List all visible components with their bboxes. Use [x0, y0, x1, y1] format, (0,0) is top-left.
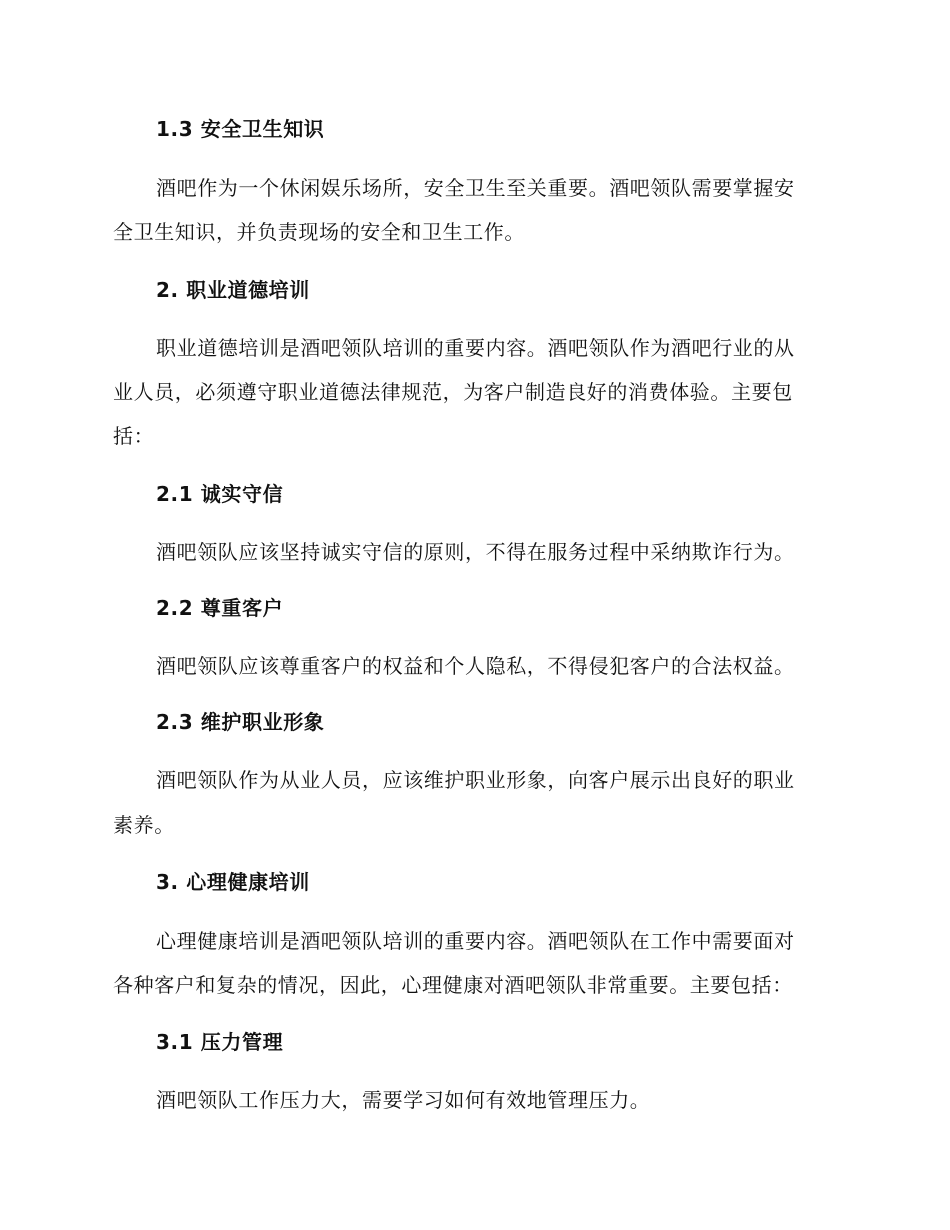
paragraph-line: 酒吧领队作为从业人员，应该维护职业形象，向客户展示出良好的职业 [156, 768, 795, 792]
section-heading: 3.1 压力管理 [156, 1030, 284, 1054]
paragraph-line: 全卫生知识，并负责现场的安全和卫生工作。 [113, 220, 525, 244]
section-heading: 1.3 安全卫生知识 [156, 117, 325, 141]
paragraph-line: 各种客户和复杂的情况，因此，心理健康对酒吧领队非常重要。主要包括： [113, 973, 793, 997]
paragraph-line: 括： [113, 424, 155, 448]
paragraph-line: 酒吧领队应该尊重客户的权益和个人隐私，不得侵犯客户的合法权益。 [156, 654, 795, 678]
section-heading: 3. 心理健康培训 [156, 870, 310, 894]
paragraph-line: 素养。 [113, 813, 175, 837]
paragraph-line: 心理健康培训是酒吧领队培训的重要内容。酒吧领队在工作中需要面对 [156, 929, 795, 953]
paragraph-line: 酒吧领队应该坚持诚实守信的原则，不得在服务过程中采纳欺诈行为。 [156, 540, 795, 564]
section-heading: 2.1 诚实守信 [156, 482, 284, 506]
paragraph-line: 酒吧作为一个休闲娱乐场所，安全卫生至关重要。酒吧领队需要掌握安 [156, 176, 795, 200]
paragraph-line: 职业道德培训是酒吧领队培训的重要内容。酒吧领队作为酒吧行业的从 [156, 336, 795, 360]
section-heading: 2.3 维护职业形象 [156, 710, 325, 734]
section-heading: 2. 职业道德培训 [156, 278, 310, 302]
paragraph-line: 业人员，必须遵守职业道德法律规范，为客户制造良好的消费体验。主要包 [113, 380, 793, 404]
section-heading: 2.2 尊重客户 [156, 596, 284, 620]
paragraph-line: 酒吧领队工作压力大，需要学习如何有效地管理压力。 [156, 1088, 651, 1112]
